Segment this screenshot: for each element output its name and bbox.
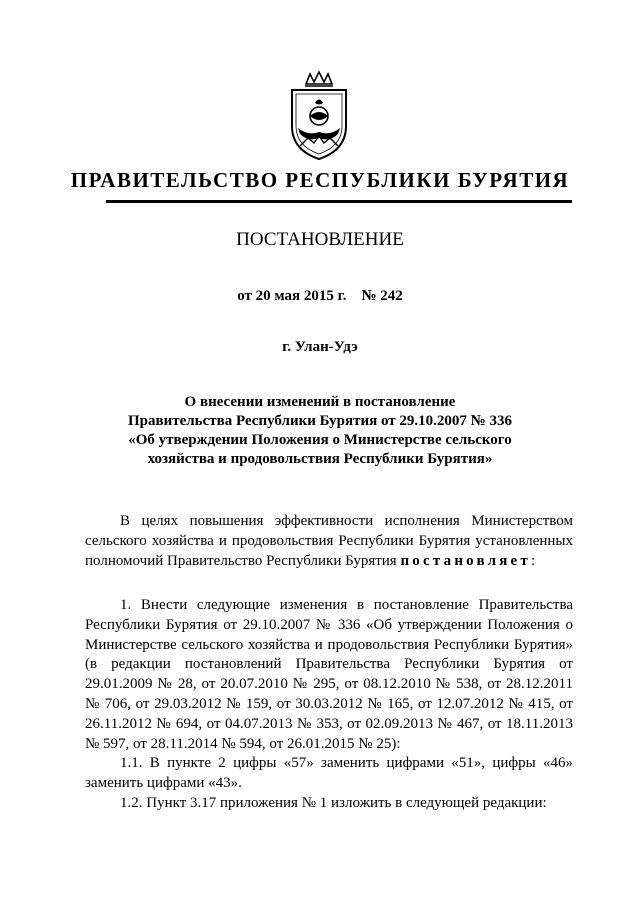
document-date-number: от 20 мая 2015 г. № 242 — [237, 288, 403, 304]
heading-line: Правительства Республики Бурятия от 29.10.2007 № 336 — [127, 413, 512, 429]
item-1-2: 1.2. Пункт 3.17 приложения № 1 изложить в следующей редакции: — [120, 794, 547, 811]
item-1-1: 1.1. В пункте 2 цифры «57» заменить цифрами «51», цифры «46» заменить цифрами «43». — [85, 755, 573, 792]
coat-of-arms-icon — [286, 70, 352, 162]
heading-line: хозяйства и продовольствия Республики Бурятия» — [147, 451, 493, 467]
item-1: 1. Внести следующие изменения в постановление Правительства Республики Бурятия от 29.10.2007 № 336 «Об утверждении Положения о Министерстве сельского хозяйства и продовольствия Республики Бурятия» (в редакции постановлений Правительства Республики Бурятия от 29.01.2009 № 28, от 20.07.2010 № 295, от 08.12.2010 № 538, от 28.12.2011 № 706, от 29.03.2012 № 159, от 30.03.2012 № 165, от 12.07.2012 № 415, от 26.11.2012 № 694, от 04.07.2013 № 353, от 02.09.2013 № 467, от 18.11.2013 № 597, от 28.11.2014 № 594, от 26.01.2015 № 25): — [85, 597, 573, 752]
document-city: г. Улан-Удэ — [282, 339, 358, 355]
preamble-paragraph — [85, 512, 573, 571]
resolution-items — [85, 596, 573, 814]
preamble-text: В целях повышения эффективности исполнения Министерством сельского хозяйства и продовольствия Республики Бурятия установленных полномочий Правительство Республики Бурятия — [85, 513, 573, 569]
government-title: ПРАВИТЕЛЬСТВО РЕСПУБЛИКИ БУРЯТИЯ — [70, 168, 570, 192]
heading-line: О внесении изменений в постановление — [184, 394, 456, 410]
header-divider — [106, 200, 572, 203]
preamble — [85, 512, 573, 571]
document-heading — [100, 393, 540, 469]
document-type: ПОСТАНОВЛЕНИЕ — [236, 229, 404, 250]
preamble-emphasis: постановляет — [400, 552, 531, 569]
heading-line: «Об утверждении Положения о Министерстве сельского — [128, 432, 512, 448]
preamble-end: : — [530, 552, 536, 569]
